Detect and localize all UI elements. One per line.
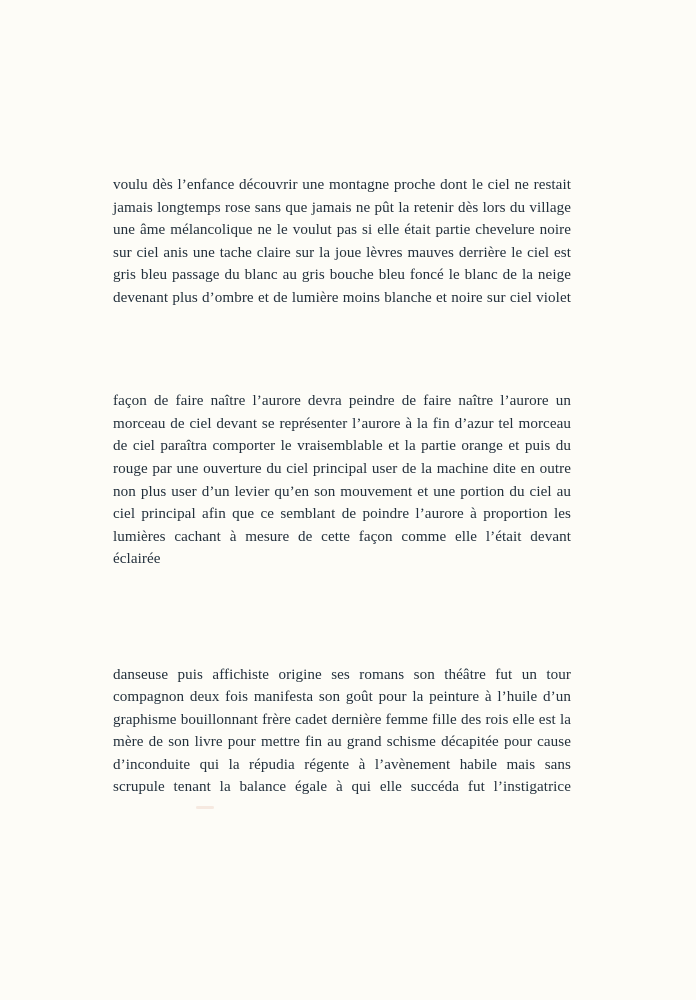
paragraph-2: façon de faire naître l’aurore devra peindre de faire naître l’aurore un morceau de ciel devant se représenter l’aurore à la fin d’azur tel morceau de ciel paraîtra comporter le vraisemblable et la partie orange et puis du rouge par une ouverture du ciel principal user de la machine dite en outre non plus user d’un levier qu’en son mouvement et une portion du ciel au ciel principal afin que ce semblant de poindre l’aurore à proportion les lumières cachant à mesure de cette façon comme elle l’était devant éclairée (113, 393, 571, 568)
paper-blemish-mark (196, 806, 214, 809)
paragraph-1: voulu dès l’enfance découvrir une montagne proche dont le ciel ne restait jamais longtemps rose sans que jamais ne pût la retenir dès lors du village une âme mélancolique ne le voulut pas si elle était partie chevelure noire sur ciel anis une tache claire sur la joue lèvres mauves derrière le ciel est gris bleu passage du blanc au gris bouche bleu foncé le blanc de la neige devenant plus d’ombre et de lumière moins blanche et noire sur ciel violet (113, 177, 571, 306)
paragraph-3: danseuse puis affichiste origine ses romans son théâtre fut un tour compagnon deux fois manifesta son goût pour la peinture à l’huile d’un graphisme bouillonnant frère cadet dernière femme fille des rois elle est la mère de son livre pour mettre fin au grand schisme décapitée pour cause d’inconduite qui la répudia régente à l’avènement habile mais sans scrupule tenant la balance égale à qui elle succéda fut l’instigatrice (113, 666, 571, 796)
body-text-block (113, 174, 571, 822)
